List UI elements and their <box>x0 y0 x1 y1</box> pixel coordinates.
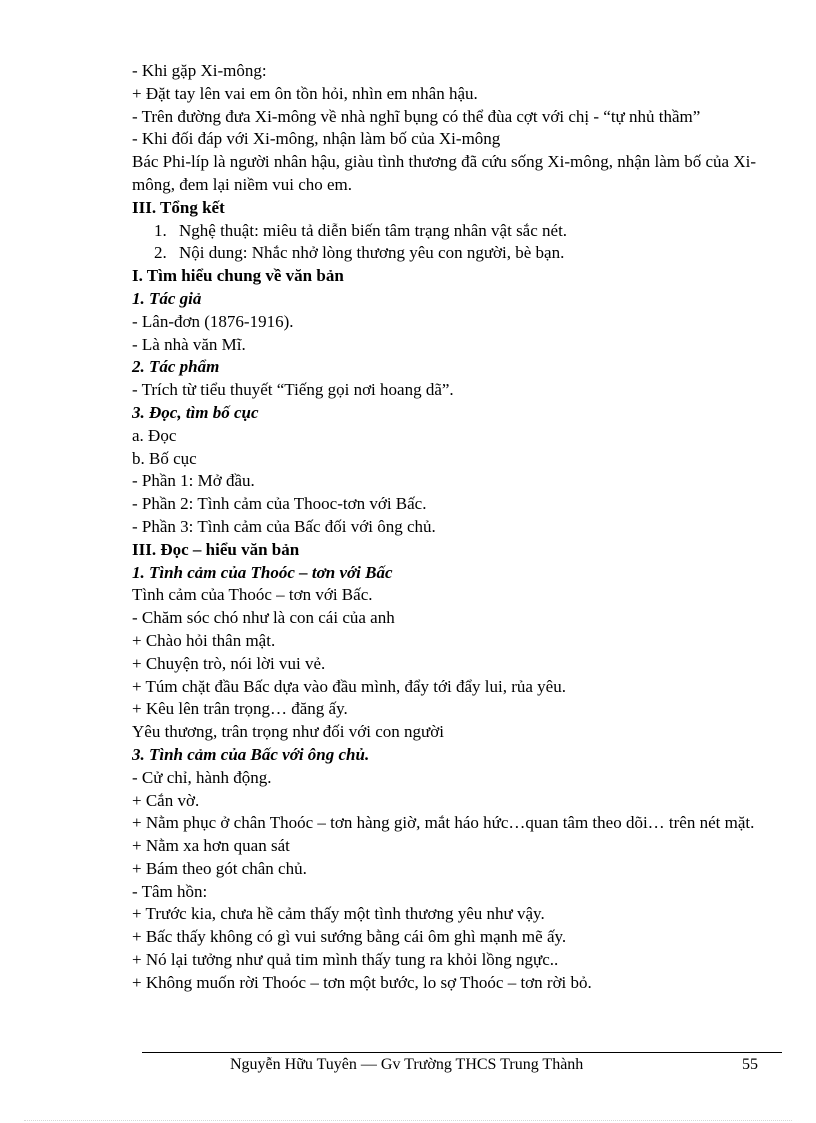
item-text: Nghệ thuật: miêu tả diễn biến tâm trạng nhân vật sắc nét. <box>179 220 568 240</box>
text-line: + Kêu lên trân trọng… đăng ấy. <box>132 699 348 719</box>
text-line: + Bấc thấy không có gì vui sướng bằng cái ôm ghì mạnh mẽ ấy. <box>132 927 567 947</box>
text-line: - Là nhà văn Mĩ. <box>132 334 246 354</box>
text-line: + Cắn vờ. <box>132 790 200 810</box>
numbered-item <box>132 220 772 243</box>
page-edge-divider <box>24 1120 792 1121</box>
text-line: + Chuyện trò, nói lời vui vẻ. <box>132 653 326 673</box>
subsection-heading: 3. Tình cảm của Bấc với ông chủ. <box>132 744 370 764</box>
footer-divider <box>142 1052 782 1053</box>
text-line: + Đặt tay lên vai em ôn tồn hỏi, nhìn em nhân hậu. <box>132 83 478 103</box>
text-line: + Bám theo gót chân chủ. <box>132 858 307 878</box>
item-number: 2. <box>154 243 167 263</box>
text-line: Tình cảm của Thoóc – tơn với Bấc. <box>132 585 373 605</box>
section-heading: III. Đọc – hiểu văn bản <box>132 539 300 559</box>
text-line: - Phần 3: Tình cảm của Bấc đối với ông chủ. <box>132 516 436 536</box>
text-line: - Tâm hồn: <box>132 881 208 901</box>
section-heading: III. Tổng kết <box>132 197 225 217</box>
text-line: + Nó lại tưởng như quả tim mình thấy tung ra khỏi lồng ngực.. <box>132 950 559 970</box>
text-line: + Túm chặt đầu Bấc dựa vào đầu mình, đẩy tới đẩy lui, rủa yêu. <box>132 676 566 696</box>
subsection-heading: 1. Tác giả <box>132 288 202 308</box>
text-line: b. Bố cục <box>132 448 197 468</box>
footer-author: Nguyễn Hữu Tuyên — Gv Trường THCS Trung Thành <box>230 1056 584 1073</box>
page-footer <box>142 1055 782 1075</box>
subsection-heading: 2. Tác phẩm <box>132 357 220 377</box>
text-line: + Trước kia, chưa hề cảm thấy một tình thương yêu như vậy. <box>132 904 545 924</box>
text-line: - Trên đường đưa Xi-mông về nhà nghĩ bụng có thể đùa cợt với chị - “tự nhủ thầm” <box>132 106 701 126</box>
section-heading: I. Tìm hiểu chung về văn bản <box>132 266 344 286</box>
numbered-item <box>132 242 772 265</box>
text-line: - Chăm sóc chó như là con cái của anh <box>132 608 395 628</box>
text-line: - Lân-đơn (1876-1916). <box>132 311 294 331</box>
subsection-heading: 1. Tình cảm của Thoóc – tơn với Bấc <box>132 562 393 582</box>
text-line: - Trích từ tiểu thuyết “Tiếng gọi nơi hoang dã”. <box>132 380 454 400</box>
item-number: 1. <box>154 220 167 240</box>
subsection-heading: 3. Đọc, tìm bố cục <box>132 402 259 422</box>
text-line: + Chào hỏi thân mật. <box>132 630 276 650</box>
page-body <box>132 60 772 995</box>
text-line: a. Đọc <box>132 425 177 445</box>
text-line: - Phần 1: Mở đầu. <box>132 471 255 491</box>
paragraph: + Nằm phục ở chân Thoóc – tơn hàng giờ, mắt háo hức…quan tâm theo dõi… trên nét mặt. <box>132 813 755 833</box>
paragraph: Bác Phi-líp là người nhân hậu, giàu tình thương đã cứu sống Xi-mông, nhận làm bố của Xi-mông, đem lại niềm vui cho em. <box>132 152 756 194</box>
text-line: + Không muốn rời Thoóc – tơn một bước, lo sợ Thoóc – tơn rời bỏ. <box>132 972 592 992</box>
item-text: Nội dung: Nhắc nhở lòng thương yêu con người, bè bạn. <box>179 243 565 263</box>
text-line: Yêu thương, trân trọng như đối với con người <box>132 722 444 742</box>
text-line: - Khi gặp Xi-mông: <box>132 61 267 80</box>
text-line: - Cử chỉ, hành động. <box>132 767 272 787</box>
text-line: - Phần 2: Tình cảm của Thooc-tơn với Bấc. <box>132 494 427 514</box>
text-line: + Nằm xa hơn quan sát <box>132 836 290 856</box>
text-line: - Khi đối đáp với Xi-mông, nhận làm bố của Xi-mông <box>132 129 501 149</box>
page-number: 55 <box>742 1056 758 1073</box>
